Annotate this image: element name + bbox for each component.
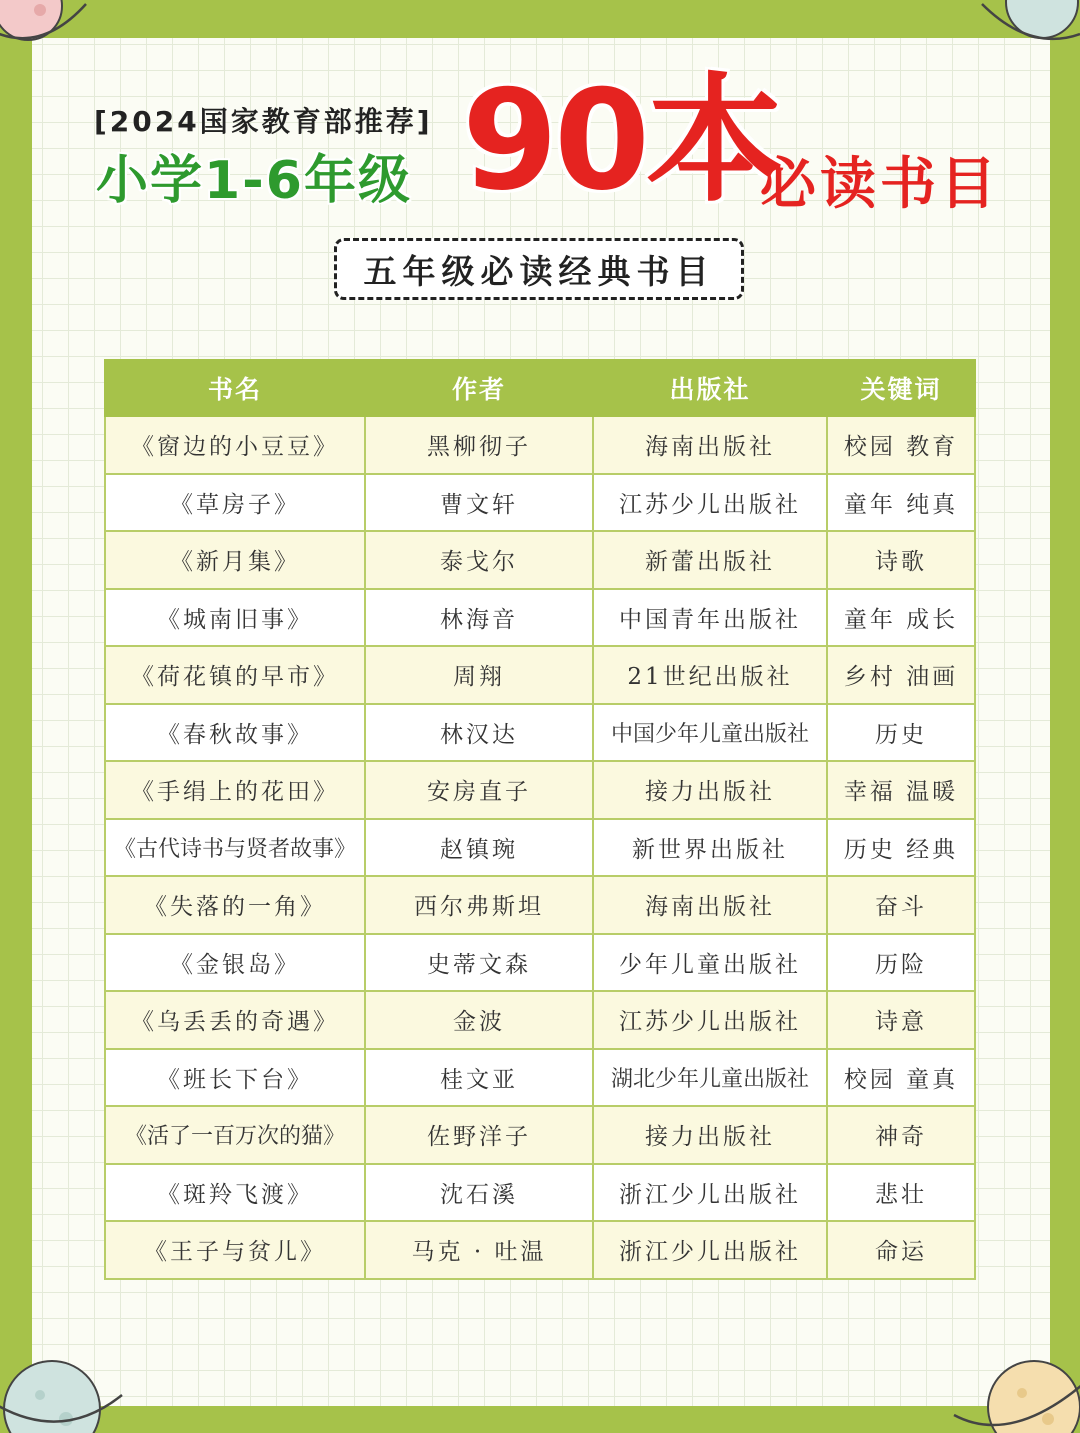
publisher-cell: 21世纪出版社 <box>593 646 827 704</box>
keywords-cell: 乡村 油画 <box>827 646 975 704</box>
book-title-cell: 《手绢上的花田》 <box>105 761 365 819</box>
publisher-cell: 新蕾出版社 <box>593 531 827 589</box>
column-header-author: 作者 <box>365 360 593 416</box>
recommendation-tag: [2024国家教育部推荐] <box>94 105 433 138</box>
book-title-cell: 《古代诗书与贤者故事》 <box>105 819 365 877</box>
author-cell: 沈石溪 <box>365 1164 593 1222</box>
book-title-cell: 《乌丢丢的奇遇》 <box>105 991 365 1049</box>
keywords-cell: 神奇 <box>827 1106 975 1164</box>
keywords-cell: 诗歌 <box>827 531 975 589</box>
publisher-cell: 湖北少年儿童出版社 <box>593 1049 827 1107</box>
keywords-cell: 命运 <box>827 1221 975 1279</box>
keywords-cell: 历史 <box>827 704 975 762</box>
table-row <box>105 1106 975 1164</box>
keywords-cell: 校园 童真 <box>827 1049 975 1107</box>
table-row <box>105 934 975 992</box>
planet-top-left-icon <box>0 0 90 50</box>
book-title-cell: 《春秋故事》 <box>105 704 365 762</box>
publisher-cell: 中国青年出版社 <box>593 589 827 647</box>
publisher-cell: 少年儿童出版社 <box>593 934 827 992</box>
grade-range-title: 小学1-6年级 <box>96 151 412 211</box>
book-title-cell: 《荷花镇的早市》 <box>105 646 365 704</box>
author-cell: 安房直子 <box>365 761 593 819</box>
table-header-row <box>105 360 975 416</box>
table-row <box>105 531 975 589</box>
publisher-cell: 江苏少儿出版社 <box>593 474 827 532</box>
table-row <box>105 991 975 1049</box>
column-header-title: 书名 <box>105 360 365 416</box>
keywords-cell: 历史 经典 <box>827 819 975 877</box>
author-cell: 泰戈尔 <box>365 531 593 589</box>
table-row <box>105 1164 975 1222</box>
table-row <box>105 589 975 647</box>
author-cell: 林汉达 <box>365 704 593 762</box>
planet-bottom-right-icon <box>950 1345 1080 1433</box>
author-cell: 佐野洋子 <box>365 1106 593 1164</box>
keywords-cell: 童年 纯真 <box>827 474 975 532</box>
publisher-cell: 海南出版社 <box>593 876 827 934</box>
table-row <box>105 416 975 474</box>
author-cell: 史蒂文森 <box>365 934 593 992</box>
must-read-title: 必读书目 <box>760 152 1000 217</box>
section-subtitle: 五年级必读经典书目 <box>334 238 744 300</box>
publisher-cell: 江苏少儿出版社 <box>593 991 827 1049</box>
column-header-publisher: 出版社 <box>593 360 827 416</box>
table-row <box>105 474 975 532</box>
author-cell: 曹文轩 <box>365 474 593 532</box>
book-title-cell: 《窗边的小豆豆》 <box>105 416 365 474</box>
book-title-cell: 《金银岛》 <box>105 934 365 992</box>
table-row <box>105 761 975 819</box>
book-count-title: 90本 <box>462 60 781 221</box>
table-row <box>105 646 975 704</box>
book-title-cell: 《草房子》 <box>105 474 365 532</box>
author-cell: 桂文亚 <box>365 1049 593 1107</box>
publisher-cell: 新世界出版社 <box>593 819 827 877</box>
publisher-cell: 浙江少儿出版社 <box>593 1164 827 1222</box>
keywords-cell: 幸福 温暖 <box>827 761 975 819</box>
book-title-cell: 《斑羚飞渡》 <box>105 1164 365 1222</box>
book-title-cell: 《城南旧事》 <box>105 589 365 647</box>
table-row <box>105 1049 975 1107</box>
publisher-cell: 接力出版社 <box>593 1106 827 1164</box>
author-cell: 林海音 <box>365 589 593 647</box>
author-cell: 西尔弗斯坦 <box>365 876 593 934</box>
book-title-cell: 《班长下台》 <box>105 1049 365 1107</box>
keywords-cell: 童年 成长 <box>827 589 975 647</box>
keywords-cell: 奋斗 <box>827 876 975 934</box>
publisher-cell: 海南出版社 <box>593 416 827 474</box>
keywords-cell: 历险 <box>827 934 975 992</box>
planet-bottom-left-icon <box>0 1345 125 1433</box>
book-title-cell: 《王子与贫儿》 <box>105 1221 365 1279</box>
publisher-cell: 中国少年儿童出版社 <box>593 704 827 762</box>
book-title-cell: 《失落的一角》 <box>105 876 365 934</box>
author-cell: 金波 <box>365 991 593 1049</box>
keywords-cell: 悲壮 <box>827 1164 975 1222</box>
author-cell: 马克 · 吐温 <box>365 1221 593 1279</box>
book-list-table <box>104 359 976 1280</box>
book-title-cell: 《新月集》 <box>105 531 365 589</box>
publisher-cell: 接力出版社 <box>593 761 827 819</box>
publisher-cell: 浙江少儿出版社 <box>593 1221 827 1279</box>
table-row <box>105 704 975 762</box>
author-cell: 赵镇琬 <box>365 819 593 877</box>
book-title-cell: 《活了一百万次的猫》 <box>105 1106 365 1164</box>
table-row <box>105 1221 975 1279</box>
table-row <box>105 819 975 877</box>
keywords-cell: 诗意 <box>827 991 975 1049</box>
planet-top-right-icon <box>980 0 1080 50</box>
keywords-cell: 校园 教育 <box>827 416 975 474</box>
table-row <box>105 876 975 934</box>
author-cell: 周翔 <box>365 646 593 704</box>
author-cell: 黑柳彻子 <box>365 416 593 474</box>
column-header-keywords: 关键词 <box>827 360 975 416</box>
